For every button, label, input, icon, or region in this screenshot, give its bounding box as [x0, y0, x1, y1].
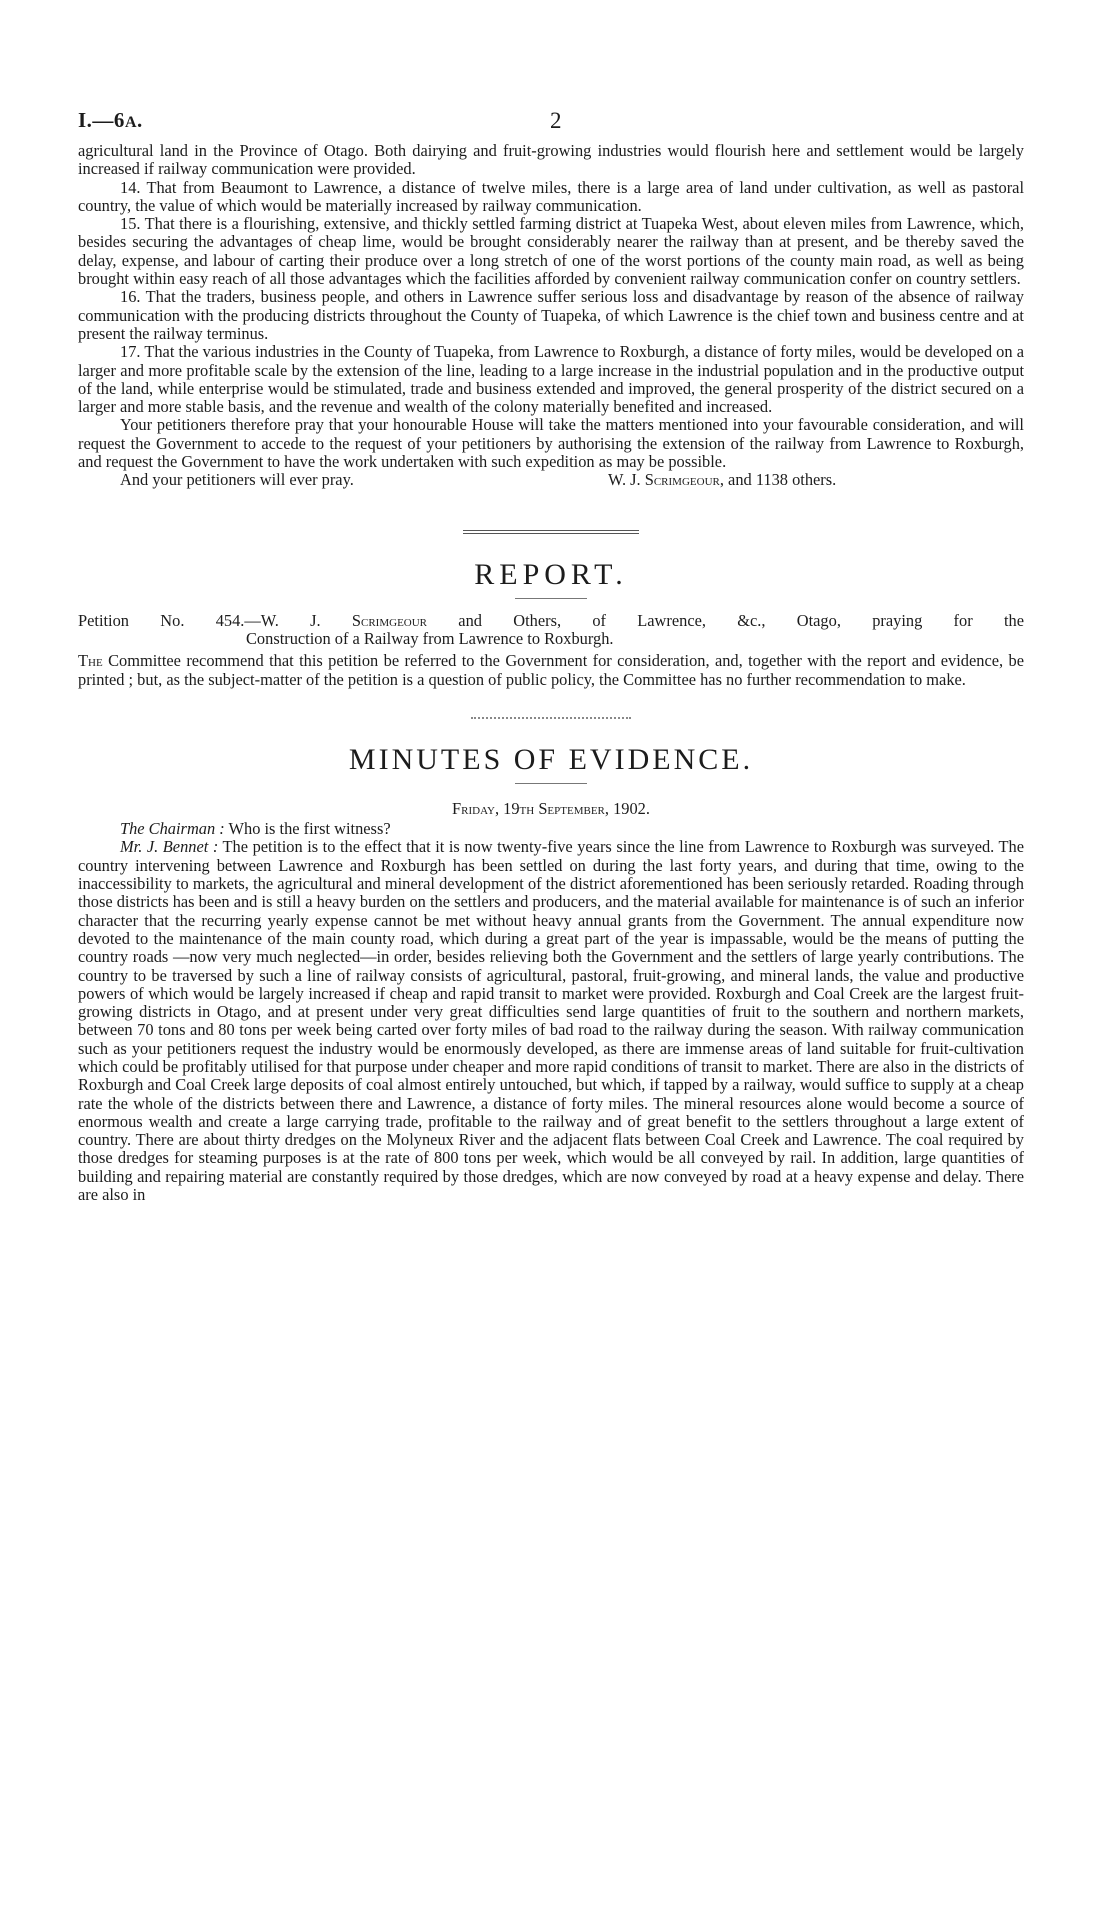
report-petition-heading-line-2: Construction of a Railway from Lawrence to Roxburgh. [246, 628, 614, 648]
document-page [78, 108, 1024, 1204]
paper-reference-dot: . [137, 108, 143, 132]
petition-paragraph-17: 17. That the various industries in the County of Tuapeka, from Lawrence to Roxburgh, a distance of forty miles, would be developed on a larger and more profitable scale by the extension of the line, leading to a large increase in the industrial population and in the productive output of the land, while enterprise would be stimulated, trade and business extended and improved, the general prosperity of the district secured on a larger and more stable basis, and the revenue and wealth of the colony materially benefited and increased. [78, 342, 1024, 417]
answer-text: The petition is to the effect that it is now twenty-five years since the line from Lawrence to Roxburgh was surveyed. The country intervening between Lawrence and Roxburgh has been settled on during the last forty years, and during that time, owing to the inaccessibility to markets, the agricultural and mineral development of the district aforementioned has been seriously retarded. Roading through those districts has been and is still a heavy burden on the settlers and producers, and the material available for maintenance is of such an inferior character that the recurring yearly expense cannot be met without heavy annual grants from the Government. The annual expenditure now devoted to the maintenance of the main county road, which during a great part of the year is impassable, would be the means of putting the country roads —now very much neglected—in order, besides relieving both the Government and the settlers of large yearly contributions. The country to be traversed by such a line of railway consists of agricultural, pastoral, fruit-growing, and mineral lands, the value and productive powers of which would be largely increased if cheap and rapid transit to market were provided. Roxburgh and Coal Creek are the largest fruit-growing districts in Otago, and at present under very great difficulties send large quantities of fruit to the southern and northern markets, between 70 tons and 80 tons per week being carted over forty miles of bad road to the railway during the season. With railway communication such as your petitioners request the industry would be enormously developed, as there are immense areas of land suitable for fruit-cultivation which could be profitably utilised for that purpose under cheaper and more rapid conditions of transit to market. There are also in the districts of Roxburgh and Coal Creek large deposits of coal almost entirely untouched, but which, if tapped by a railway, would suffice to supply at a cheap rate the whole of the districts between there and Lawrence, a distance of forty miles. The mineral resources alone would become a source of enormous wealth and create a large carrying trade, profitable to the railway and of great benefit to the settlers throughout a large extent of country. There are about thirty dredges on the Molyneux River and the adjacent flats between Coal Creek and Lawrence. The coal required by those dredges for steaming purposes is at the rate of 800 tons per week, which would be all conveyed by rail. In addition, large quantities of building and repairing material are constantly required by those dredges, which are now conveyed by road at a heavy expense and delay. There are also in [78, 837, 1024, 1205]
petition-signature [608, 471, 836, 489]
report-title: REPORT. [474, 557, 628, 591]
page-number: 2 [550, 108, 562, 133]
paper-reference [78, 108, 143, 133]
report-petition-heading-line-1 [78, 612, 1024, 630]
petition-prayer: Your petitioners therefore pray that your honourable House will take the matters mentioned into your favourable consideration, and will request the Government to accede to the request of your petitioners by authorising the extension of the railway from Lawrence to Roxburgh, and request the Government to have the work undertaken with such expedition as may be possible. [78, 415, 1024, 472]
signature-count: , and 1138 others. [719, 470, 837, 490]
question-text: Who is the first witness? [224, 819, 391, 839]
report-petition-heading [78, 612, 1024, 649]
petition-description: and Others, of Lawrence, &c., Otago, praying for the [427, 610, 1024, 630]
signature-initials: W. J. [608, 470, 645, 490]
paper-reference-main: I.—6 [78, 108, 125, 132]
evidence-answer [78, 838, 1024, 1204]
petition-closing-line [78, 471, 1024, 489]
petition-closing: And your petitioners will ever pray. [120, 470, 354, 490]
paper-reference-suffix: A [124, 114, 137, 131]
report-body-lead: The [78, 651, 103, 671]
signature-name: Scrimgeour [644, 470, 720, 490]
petitioner-name: Scrimgeour [351, 610, 428, 630]
report-body [78, 652, 1024, 689]
report-body-text: Committee recommend that this petition be referred to the Government for consideration, and, together with the report and evidence, be printed ; but, as the subject-matter of the petition is a question of public policy, the Committee has no further recommendation to make. [78, 651, 1024, 689]
evidence-question [78, 820, 1024, 838]
petition-paragraph-14: 14. That from Beaumont to Lawrence, a distance of twelve miles, there is a large area of land under cultivation, as well as pastoral country, the value of which would be materially increased by railway communication. [78, 177, 1024, 215]
petition-paragraph-continued: agricultural land in the Province of Otago. Both dairying and fruit-growing industries would flourish here and settlement would be largely increased if railway communication were provided. [78, 141, 1024, 179]
hearing-date: Friday, 19th September, 1902. [452, 798, 650, 818]
petition-paragraph-15: 15. That there is a flourishing, extensive, and thickly settled farming district at Tuapeka West, about eleven miles from Lawrence, which, besides securing the advantages of cheap lime, would be brought considerably nearer the railway than at present, and be thereby saved the delay, expense, and labour of carting their produce over a long stretch of one of the worst portions of the county main road, as well as being brought within easy reach of all those advantages which the facilities afforded by convenient railway communication confer on country settlers. [78, 214, 1024, 289]
running-header [78, 108, 1024, 142]
minutes-title: MINUTES OF EVIDENCE. [348, 742, 754, 776]
petition-number: Petition No. 454.—W. J. [78, 610, 352, 630]
speaker-witness: Mr. J. Bennet : [120, 837, 219, 857]
petition-paragraph-16: 16. That the traders, business people, and others in Lawrence suffer serious loss and disadvantage by reason of the absence of railway communication with the producing districts throughout the County of Tuapeka, of which Lawrence is the chief town and business centre and at present the railway terminus. [78, 287, 1024, 343]
speaker-chairman: The Chairman : [120, 819, 225, 839]
